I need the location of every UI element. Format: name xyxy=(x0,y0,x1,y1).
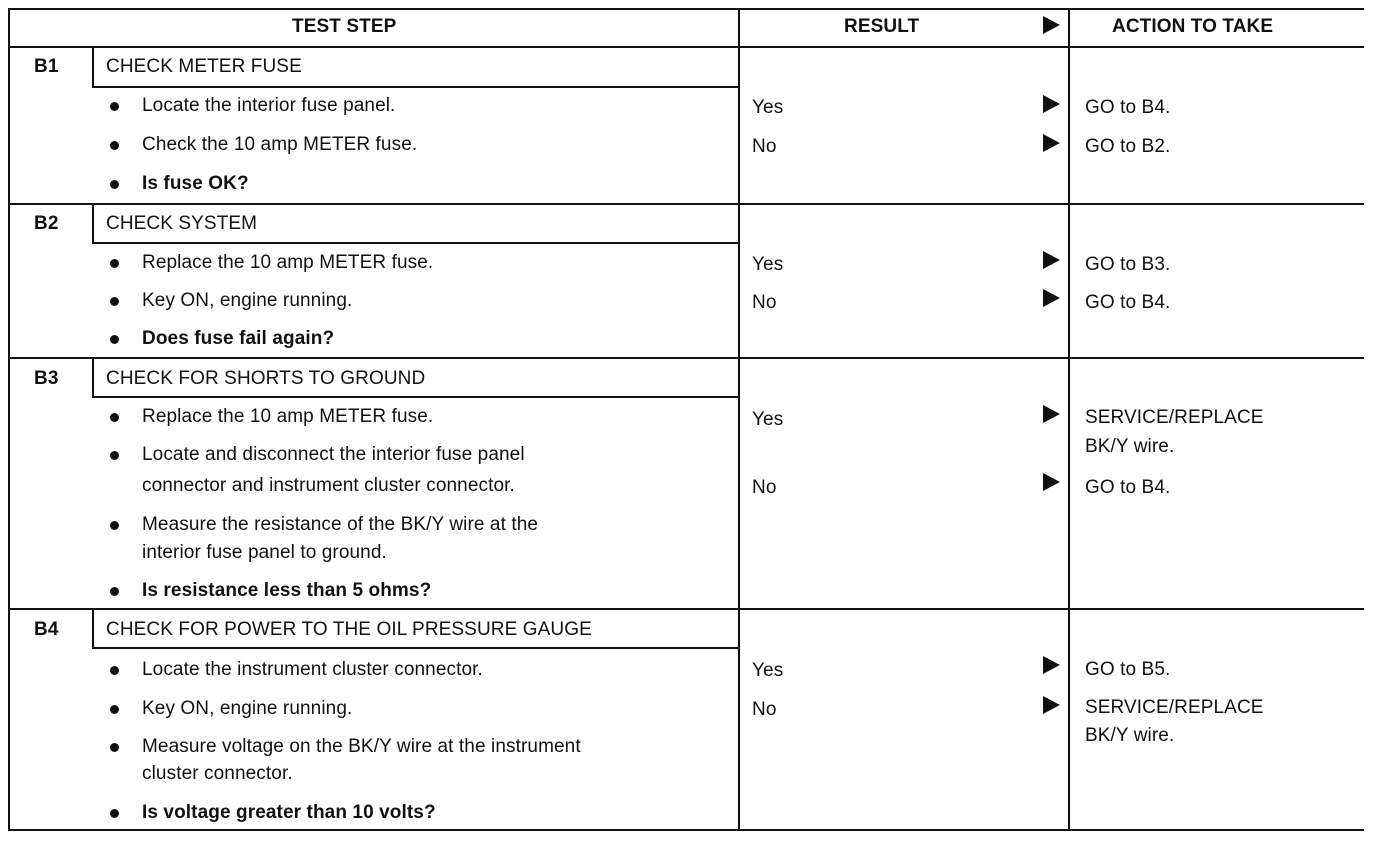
step-bullet: Replace the 10 amp METER fuse. xyxy=(142,252,434,273)
bullet-icon xyxy=(110,102,119,111)
step-id: B1 xyxy=(34,56,59,77)
step-bullet: Key ON, engine running. xyxy=(142,698,353,719)
header-result: RESULT xyxy=(844,16,920,37)
action-value: GO to B5. xyxy=(1085,659,1171,680)
step-bullet: Measure the resistance of the BK/Y wire at the xyxy=(142,514,539,535)
step-bullet: Locate the instrument cluster connector. xyxy=(142,659,483,680)
header-action: ACTION TO TAKE xyxy=(1112,16,1274,37)
step-id: B4 xyxy=(34,619,59,640)
bullet-icon xyxy=(110,141,119,150)
step-title: CHECK FOR POWER TO THE OIL PRESSURE GAUGE xyxy=(106,619,592,640)
result-value: Yes xyxy=(752,409,784,430)
section-rule-b4 xyxy=(8,608,1364,610)
step-bullet: Locate and disconnect the interior fuse panel xyxy=(142,444,525,465)
step-bullet: Locate the interior fuse panel. xyxy=(142,95,396,116)
result-value: No xyxy=(752,477,777,498)
result-arrow-icon xyxy=(1043,134,1060,152)
id-divider-b3 xyxy=(92,359,94,398)
result-arrow-icon xyxy=(1043,251,1060,269)
step-bullet: connector and instrument cluster connector. xyxy=(142,475,515,496)
title-rule-b3 xyxy=(93,396,738,398)
column-divider-action xyxy=(1068,8,1070,831)
result-value: No xyxy=(752,699,777,720)
action-value-line2: BK/Y wire. xyxy=(1085,725,1175,746)
result-value: No xyxy=(752,136,777,157)
result-arrow-icon xyxy=(1043,95,1060,113)
result-value: No xyxy=(752,292,777,313)
bullet-icon xyxy=(110,743,119,752)
action-value: GO to B4. xyxy=(1085,477,1171,498)
action-value: GO to B4. xyxy=(1085,97,1171,118)
bullet-icon xyxy=(110,666,119,675)
action-value: GO to B2. xyxy=(1085,136,1171,157)
section-rule-b2 xyxy=(8,203,1364,205)
bullet-icon xyxy=(110,259,119,268)
result-arrow-icon xyxy=(1043,473,1060,491)
step-id: B2 xyxy=(34,213,59,234)
section-rule-b3 xyxy=(8,357,1364,359)
action-value: SERVICE/REPLACE xyxy=(1085,697,1264,718)
result-value: Yes xyxy=(752,97,784,118)
bullet-icon xyxy=(110,180,119,189)
result-arrow-icon xyxy=(1043,289,1060,307)
step-bullet: Check the 10 amp METER fuse. xyxy=(142,134,418,155)
step-bullet: cluster connector. xyxy=(142,763,293,784)
step-title: CHECK METER FUSE xyxy=(106,56,302,77)
step-question: Does fuse fail again? xyxy=(142,328,335,349)
bullet-icon xyxy=(110,705,119,714)
step-id: B3 xyxy=(34,368,59,389)
result-arrow-icon xyxy=(1043,656,1060,674)
result-value: Yes xyxy=(752,660,784,681)
title-rule-b1 xyxy=(93,86,738,88)
id-divider-b1 xyxy=(92,48,94,88)
id-divider-b4 xyxy=(92,610,94,649)
result-value: Yes xyxy=(752,254,784,275)
title-rule-b4 xyxy=(93,647,738,649)
step-bullet: Key ON, engine running. xyxy=(142,290,353,311)
header-rule xyxy=(8,46,1364,48)
step-question: Is fuse OK? xyxy=(142,173,249,194)
bullet-icon xyxy=(110,335,119,344)
action-value: GO to B3. xyxy=(1085,254,1171,275)
header-test-step: TEST STEP xyxy=(292,16,397,37)
action-value-line2: BK/Y wire. xyxy=(1085,436,1175,457)
bullet-icon xyxy=(110,451,119,460)
step-title: CHECK SYSTEM xyxy=(106,213,258,234)
step-question: Is resistance less than 5 ohms? xyxy=(142,580,432,601)
step-bullet: interior fuse panel to ground. xyxy=(142,542,387,563)
bullet-icon xyxy=(110,413,119,422)
header-arrow-icon xyxy=(1043,16,1060,34)
bullet-icon xyxy=(110,809,119,818)
action-value: SERVICE/REPLACE xyxy=(1085,407,1264,428)
bullet-icon xyxy=(110,521,119,530)
title-rule-b2 xyxy=(93,242,738,244)
bullet-icon xyxy=(110,297,119,306)
column-divider-result xyxy=(738,8,740,831)
step-bullet: Measure voltage on the BK/Y wire at the instrument xyxy=(142,736,581,757)
action-value: GO to B4. xyxy=(1085,292,1171,313)
bullet-icon xyxy=(110,587,119,596)
id-divider-b2 xyxy=(92,205,94,244)
step-question: Is voltage greater than 10 volts? xyxy=(142,802,436,823)
step-bullet: Replace the 10 amp METER fuse. xyxy=(142,406,434,427)
step-title: CHECK FOR SHORTS TO GROUND xyxy=(106,368,426,389)
result-arrow-icon xyxy=(1043,405,1060,423)
result-arrow-icon xyxy=(1043,696,1060,714)
